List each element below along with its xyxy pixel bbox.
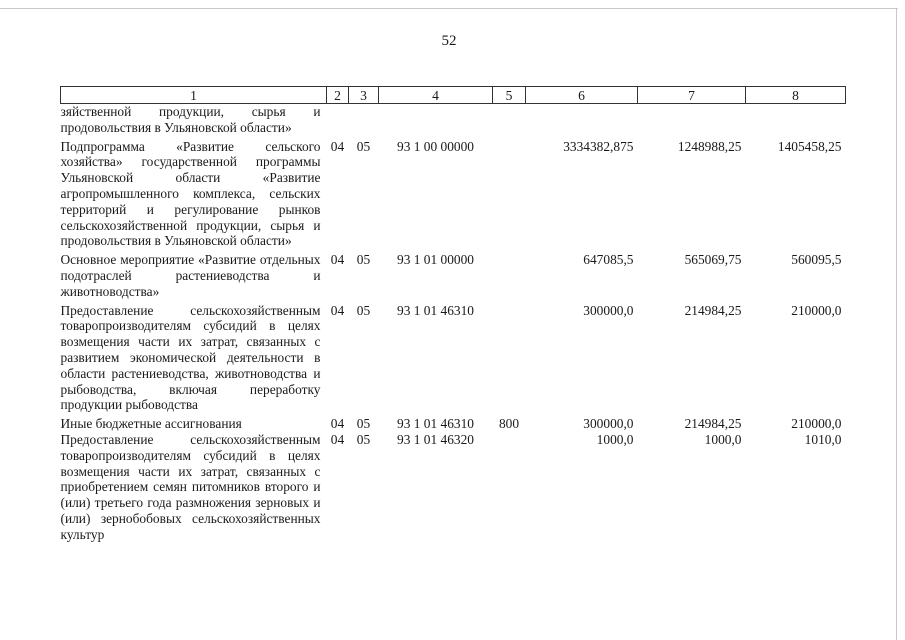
row-pr [349,104,379,139]
page-edge-right [896,8,897,640]
row-name: Предоставление сельскохозяйственным товаропроизводителям субсидий в целях возмещения части их затрат, связанных с развитием экономической деятельности в области растениеводства, животноводства и рыбоводства, включая переработку продукции рыбоводства [60,302,321,413]
page-edge-top [0,8,898,9]
table-row [61,104,846,139]
row-rz [327,104,349,139]
budget-table [60,86,846,543]
table-body [61,104,846,543]
row-name: Подпрограмма «Развитие сельского хозяйства» государственной программы Ульяновской области «Развитие агропромышленного комплекса, сельских территорий и регулирование рынков сельскохозяйственной продукции, сырья и продовольствия в Ульяновской области» [60,138,321,249]
row-vr [493,303,526,417]
row-value-8 [746,104,846,139]
row-pr: 05 [356,416,371,432]
row-value-8: 1405458,25 [777,138,842,154]
row-name: Иные бюджетные ассигнования [60,416,242,432]
row-pr: 05 [356,431,371,447]
col-header-7: 7 [638,87,746,104]
row-value-7: 1248988,25 [677,138,742,154]
row-pr: 05 [356,302,371,318]
row-value-6: 647085,5 [583,252,634,268]
row-value-7: 1000,0 [704,431,742,447]
col-header-4: 4 [379,87,493,104]
row-csr: 93 1 01 46310 [397,416,474,432]
row-value-7 [638,104,746,139]
row-value-8: 560095,5 [791,252,842,268]
row-value-6: 1000,0 [596,431,634,447]
row-value-7: 565069,75 [684,252,742,268]
row-pr: 05 [356,252,371,268]
row-pr: 05 [356,138,371,154]
row-value-8: 210000,0 [791,302,842,318]
row-csr: 93 1 01 46320 [397,431,474,447]
row-vr [493,432,526,543]
col-header-8: 8 [746,87,846,104]
row-name: Основное мероприятие «Развитие отдельных подотраслей растениеводства и животноводства» [60,252,321,299]
row-csr [379,104,493,139]
col-header-6: 6 [526,87,638,104]
row-rz: 04 [330,302,345,318]
row-value-6: 300000,0 [583,416,634,432]
row-value-6: 3334382,875 [563,138,634,154]
table-row [61,432,846,543]
row-vr: 800 [498,416,520,432]
table-row [61,252,846,302]
table-row [61,139,846,253]
row-value-6 [526,104,638,139]
col-header-5: 5 [493,87,526,104]
table-row [61,303,846,417]
col-header-1: 1 [61,87,327,104]
row-rz: 04 [330,138,345,154]
row-value-7: 214984,25 [684,416,742,432]
row-vr [493,139,526,253]
row-vr [493,252,526,302]
col-header-2: 2 [327,87,349,104]
row-name: Предоставление сельскохозяйственным товаропроизводителям субсидий в целях возмещения части их затрат, связанных с приобретением семян питомников второго и (или) третьего года размножения зерновых и (или) зернобобовых сельскохозяйственных культур [60,431,321,542]
row-rz: 04 [330,416,345,432]
row-rz: 04 [330,431,345,447]
page-number: 52 [441,33,457,49]
row-value-8: 1010,0 [804,431,842,447]
row-csr: 93 1 00 00000 [397,138,474,154]
row-csr: 93 1 01 46310 [397,302,474,318]
row-csr: 93 1 01 00000 [397,252,474,268]
row-value-6: 300000,0 [583,302,634,318]
table-row [61,416,846,432]
row-value-8: 210000,0 [791,416,842,432]
table-header [61,87,846,104]
row-rz: 04 [330,252,345,268]
row-value-7: 214984,25 [684,302,742,318]
header-row [61,87,846,104]
row-vr [493,104,526,139]
row-name: зяйственной продукции, сырья и продовольствия в Ульяновской области» [60,104,321,135]
col-header-3: 3 [349,87,379,104]
